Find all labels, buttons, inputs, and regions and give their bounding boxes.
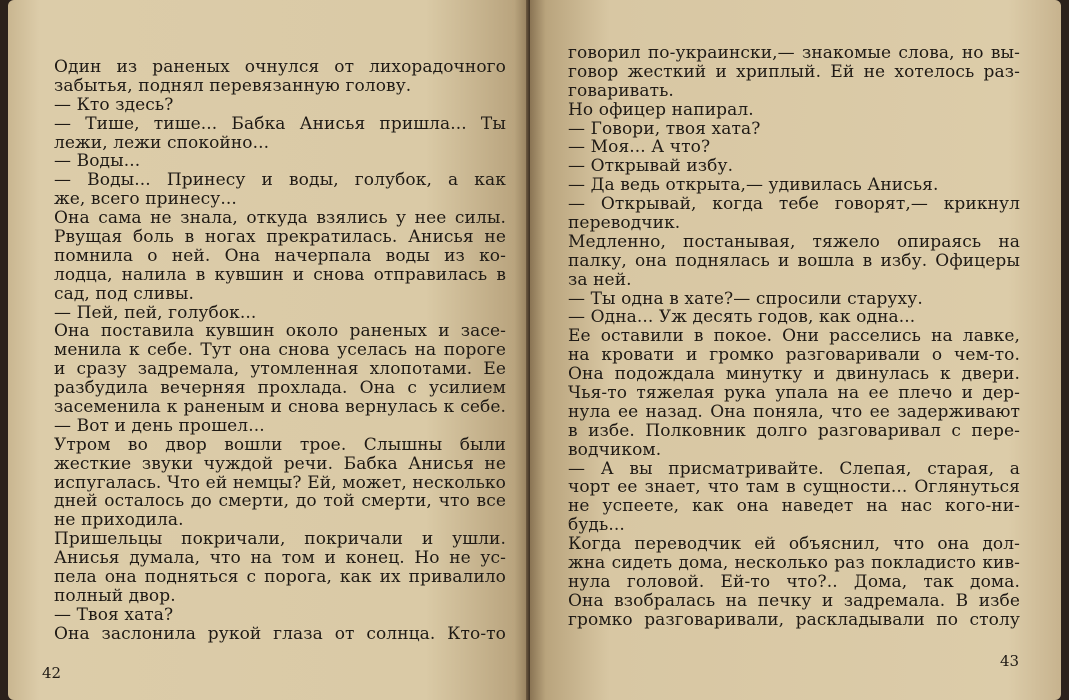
text-line: дней осталось до смерти, до той смерти, что все xyxy=(54,491,506,512)
text-line: менила к себе. Тут она снова уселась на пороге xyxy=(54,340,506,361)
text-line: говорил по-украински,— знакомые слова, но вы- xyxy=(568,43,1020,63)
text-line: же, всего принесу... xyxy=(54,189,237,210)
text-line: Она поставила кувшин около раненых и засе- xyxy=(54,321,506,342)
text-line: Пришельцы покричали, покричали и ушли. xyxy=(54,529,506,550)
text-line: Она подождала минутку и двинулась к двери. xyxy=(568,364,1020,385)
text-line: за ней. xyxy=(568,269,632,290)
text-line: — Тише, тише... Бабка Анисья пришла... Ты xyxy=(54,113,506,134)
text-line: Она сама не знала, откуда взялись у нее силы. xyxy=(54,208,506,229)
text-line: — Открывай избу. xyxy=(568,156,734,177)
text-line: Утром во двор вошли трое. Слышны были xyxy=(54,434,506,455)
text-line: Она взобралась на печку и задремала. В избе xyxy=(568,590,1020,611)
text-line: Рвущая боль в ногах прекратилась. Анисья не xyxy=(54,227,506,248)
text-line: — Твоя хата? xyxy=(54,604,174,625)
left-page-text xyxy=(54,58,506,644)
text-line: Один из раненых очнулся от лихорадочного xyxy=(54,57,506,77)
left-page xyxy=(8,0,530,700)
text-line: говаривать. xyxy=(568,80,674,101)
text-line: переводчик. xyxy=(568,213,681,234)
text-line: не приходила. xyxy=(54,510,184,531)
text-line: забытья, поднял перевязанную голову. xyxy=(54,75,412,96)
text-line: полный двор. xyxy=(54,585,176,606)
text-line: будь... xyxy=(568,515,625,536)
text-line: — Ты одна в хате?— спросили старуху. xyxy=(568,288,923,309)
text-line: на кровати и громко разговаривали о чем-то. xyxy=(568,345,1020,366)
text-line: — Воды... Принесу и воды, голубок, а как xyxy=(54,170,506,191)
text-line: и сразу задремала, утомленная хлопотами. Ее xyxy=(54,359,506,380)
text-line: Чья-то тяжелая рука упала на ее плечо и дер- xyxy=(568,383,1020,404)
text-line: — Одна... Уж десять годов, как одна... xyxy=(568,307,916,328)
text-line: чорт ее знает, что там в сущности... Оглянуться xyxy=(568,477,1020,498)
text-line: палку, она поднялась и вошла в избу. Офицеры xyxy=(568,250,1020,271)
text-line: — Воды... xyxy=(54,151,141,172)
text-line: сад, под сливы. xyxy=(54,283,195,304)
text-line: — Да ведь открыта,— удивилась Анисья. xyxy=(568,175,939,196)
text-line: говор жесткий и хриплый. Ей не хотелось раз- xyxy=(568,61,1020,82)
text-line: испугалась. Что ей немцы? Ей, может, несколько xyxy=(54,472,506,493)
text-line: Медленно, постанывая, тяжело опираясь на xyxy=(568,231,1020,252)
text-line: водчиком. xyxy=(568,439,662,460)
text-line: пела она подняться с порога, как их привалило xyxy=(54,567,506,588)
text-line: — Пей, пей, голубок... xyxy=(54,302,257,323)
text-line: — А вы присматривайте. Слепая, старая, а xyxy=(568,458,1020,479)
text-line: — Говори, твоя хата? xyxy=(568,118,761,139)
right-page-text xyxy=(568,44,1020,630)
text-line: лодца, налила в кувшин и снова отправилась в xyxy=(54,264,506,285)
text-line: нула ее назад. Она поняла, что ее задерживают xyxy=(568,401,1020,422)
text-line: Но офицер напирал. xyxy=(568,99,754,120)
text-line: — Вот и день прошел... xyxy=(54,415,265,436)
text-line: Когда переводчик ей объяснил, что она дол- xyxy=(568,534,1020,555)
text-line: нула головой. Ей-то что?.. Дома, так дома. xyxy=(568,571,1020,592)
text-line: жна сидеть дома, несколько раз покладисто кив- xyxy=(568,553,1020,574)
text-line: жесткие звуки чуждой речи. Бабка Анисья не xyxy=(54,453,506,474)
text-line: Она заслонила рукой глаза от солнца. Кто-то xyxy=(54,623,506,644)
right-page xyxy=(530,0,1061,700)
text-line: разбудила вечерняя прохлада. Она с усилием xyxy=(54,378,506,399)
text-line: — Моя... А что? xyxy=(568,137,711,158)
right-page-number: 43 xyxy=(1000,652,1020,670)
text-line: Анисья думала, что на том и конец. Но не ус- xyxy=(54,548,506,569)
text-line: громко разговаривали, раскладывали по столу xyxy=(568,609,1020,630)
text-line: Ее оставили в покое. Они расселись на лавке, xyxy=(568,326,1020,347)
left-page-number: 42 xyxy=(42,664,62,682)
text-line: не успеете, как она наведет на нас кого-ни- xyxy=(568,496,1020,517)
text-line: помнила о ней. Она начерпала воды из ко- xyxy=(54,245,506,266)
text-line: в избе. Полковник долго разговаривал с пере- xyxy=(568,420,1020,441)
text-line: лежи, лежи спокойно... xyxy=(54,132,270,153)
text-line: — Открывай, когда тебе говорят,— крикнул xyxy=(568,194,1020,215)
text-line: засеменила к раненым и снова вернулась к себе. xyxy=(54,397,506,418)
text-line: — Кто здесь? xyxy=(54,94,174,115)
